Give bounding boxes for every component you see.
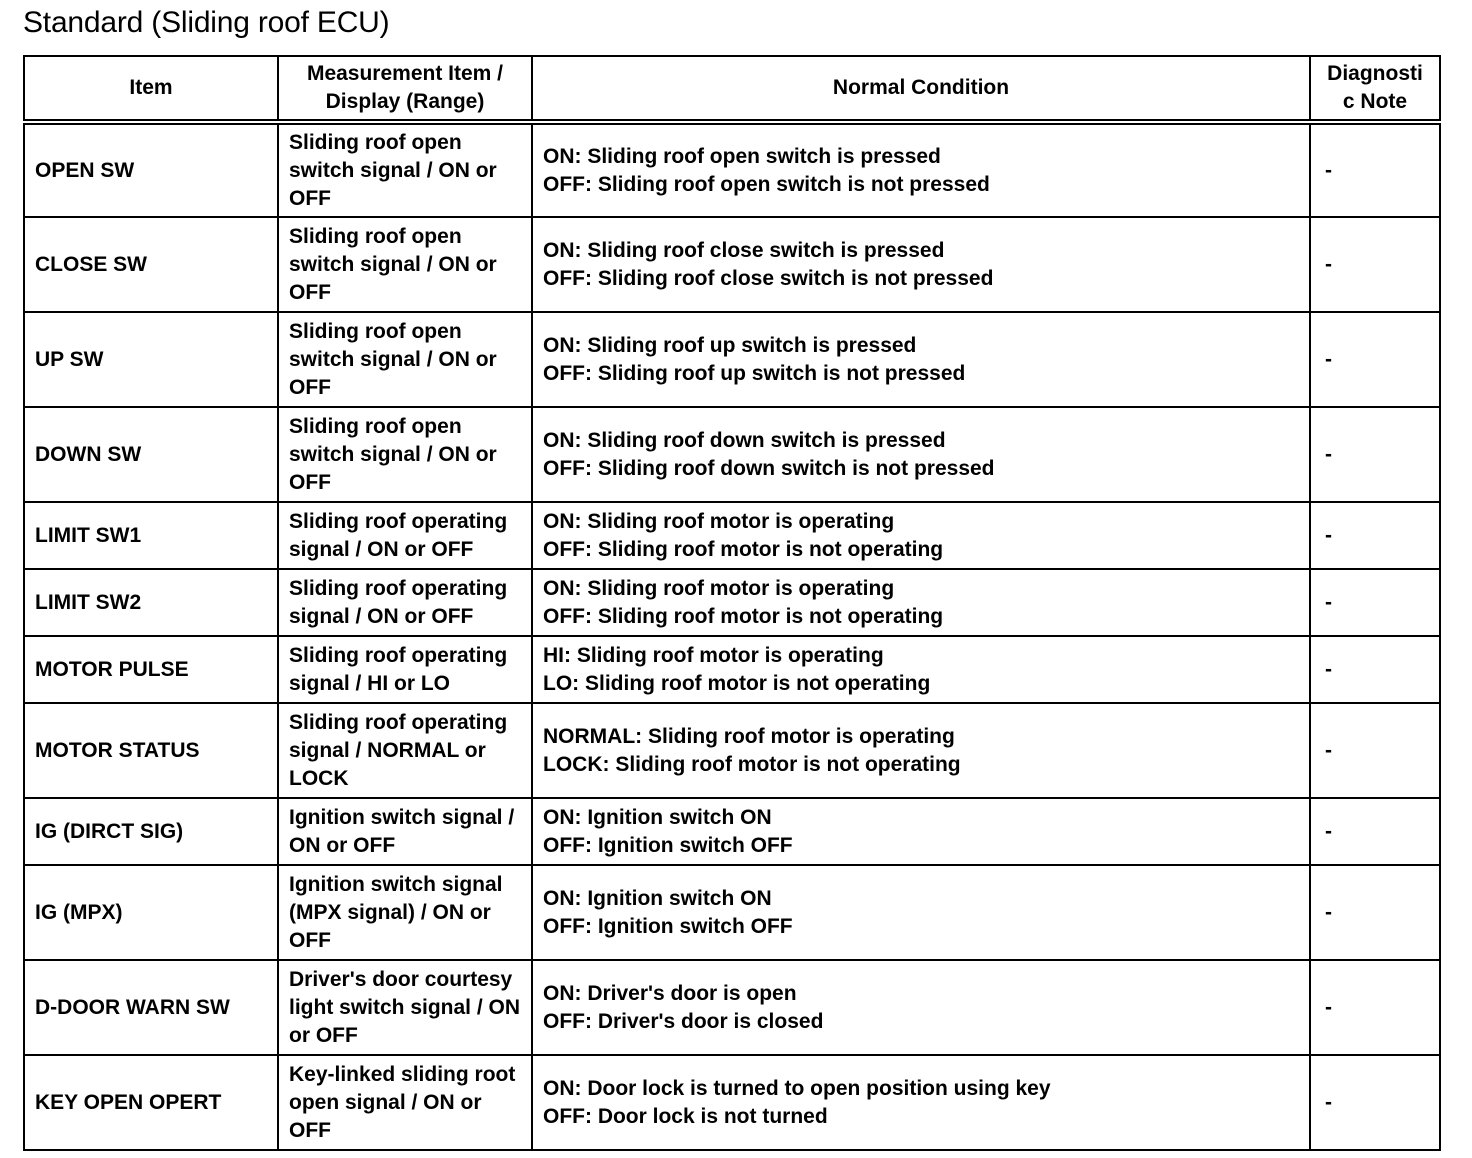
normal-condition-cell [532,217,1310,312]
normal-condition-on: ON: Driver's door is open [543,981,797,1005]
normal-condition-cell [532,960,1310,1055]
normal-condition-cell [532,636,1310,703]
normal-condition-cell [532,407,1310,502]
diagnostic-note-cell: - [1310,1055,1440,1150]
normal-condition-cell [532,798,1310,865]
item-cell: MOTOR PULSE [24,636,278,703]
diagnostic-note-cell: - [1310,865,1440,960]
normal-condition-off: LOCK: Sliding roof motor is not operating [543,752,961,776]
item-cell: CLOSE SW [24,217,278,312]
measurement-cell: Sliding roof operating signal / HI or LO [278,636,532,703]
normal-condition-on: ON: Door lock is turned to open position using key [543,1076,1051,1100]
diagnostic-note-cell: - [1310,312,1440,407]
measurement-cell: Sliding roof operating signal / NORMAL or LOCK [278,703,532,798]
header-diagnostic-line-2: c Note [1342,90,1408,113]
normal-condition-off: OFF: Sliding roof motor is not operating [543,604,944,628]
table-row [24,312,1440,407]
measurement-cell: Sliding roof open switch signal / ON or OFF [278,217,532,312]
normal-condition-cell [532,312,1310,407]
diagnostic-note-cell: - [1310,960,1440,1055]
item-cell: OPEN SW [24,122,278,217]
table-row [24,865,1440,960]
item-cell: IG (MPX) [24,865,278,960]
measurement-cell: Ignition switch signal / ON or OFF [278,798,532,865]
normal-condition-on: HI: Sliding roof motor is operating [543,643,884,667]
normal-condition-cell [532,1055,1310,1150]
normal-condition-on: NORMAL: Sliding roof motor is operating [543,724,955,748]
item-cell: DOWN SW [24,407,278,502]
normal-condition-off: OFF: Sliding roof up switch is not pressed [543,361,966,385]
table-row [24,960,1440,1055]
table-row [24,1055,1440,1150]
normal-condition-on: ON: Sliding roof motor is operating [543,576,895,600]
measurement-cell: Ignition switch signal (MPX signal) / ON or OFF [278,865,532,960]
table-row [24,407,1440,502]
diagnostic-note-cell: - [1310,636,1440,703]
measurement-cell: Key-linked sliding root open signal / ON or OFF [278,1055,532,1150]
header-normal-condition: Normal Condition [532,56,1310,122]
table-row [24,569,1440,636]
data-list-table [23,55,1441,1151]
normal-condition-on: ON: Sliding roof close switch is pressed [543,238,945,262]
diagnostic-note-cell: - [1310,502,1440,569]
normal-condition-off: OFF: Sliding roof open switch is not pressed [543,172,990,196]
item-cell: D-DOOR WARN SW [24,960,278,1055]
item-cell: LIMIT SW2 [24,569,278,636]
normal-condition-cell [532,502,1310,569]
table-row [24,502,1440,569]
diagnostic-note-cell: - [1310,569,1440,636]
measurement-cell: Sliding roof open switch signal / ON or OFF [278,407,532,502]
table-row [24,636,1440,703]
header-diagnostic-line-1: Diagnosti [1327,62,1423,85]
page-title: Standard (Sliding roof ECU) [23,6,390,39]
measurement-cell: Driver's door courtesy light switch signal / ON or OFF [278,960,532,1055]
normal-condition-off: LO: Sliding roof motor is not operating [543,671,931,695]
item-cell: MOTOR STATUS [24,703,278,798]
measurement-cell: Sliding roof open switch signal / ON or OFF [278,312,532,407]
diagnostic-note-cell: - [1310,407,1440,502]
normal-condition-off: OFF: Ignition switch OFF [543,914,793,938]
header-measurement-line-1: Measurement Item / [306,62,504,85]
normal-condition-cell [532,569,1310,636]
diagnostic-note-cell: - [1310,703,1440,798]
normal-condition-off: OFF: Ignition switch OFF [543,833,793,857]
diagnostic-note-cell: - [1310,122,1440,217]
normal-condition-off: OFF: Sliding roof close switch is not pressed [543,266,994,290]
table-row [24,217,1440,312]
item-cell: KEY OPEN OPERT [24,1055,278,1150]
normal-condition-cell [532,703,1310,798]
normal-condition-off: OFF: Sliding roof motor is not operating [543,537,944,561]
item-cell: UP SW [24,312,278,407]
item-cell: IG (DIRCT SIG) [24,798,278,865]
measurement-cell: Sliding roof operating signal / ON or OFF [278,502,532,569]
diagnostic-note-cell: - [1310,798,1440,865]
normal-condition-on: ON: Sliding roof open switch is pressed [543,144,941,168]
normal-condition-on: ON: Ignition switch ON [543,805,772,829]
header-measurement-line-2: Display (Range) [325,90,485,113]
header-measurement [278,56,532,122]
header-row [24,56,1440,122]
normal-condition-off: OFF: Sliding roof down switch is not pressed [543,456,995,480]
measurement-cell: Sliding roof open switch signal / ON or OFF [278,122,532,217]
normal-condition-on: ON: Sliding roof down switch is pressed [543,428,946,452]
normal-condition-off: OFF: Driver's door is closed [543,1009,824,1033]
normal-condition-on: ON: Ignition switch ON [543,886,772,910]
diagnostic-note-cell: - [1310,217,1440,312]
measurement-cell: Sliding roof operating signal / ON or OFF [278,569,532,636]
normal-condition-cell [532,865,1310,960]
normal-condition-cell [532,122,1310,217]
header-item: Item [24,56,278,122]
normal-condition-off: OFF: Door lock is not turned [543,1104,828,1128]
table-row [24,703,1440,798]
table-row [24,122,1440,217]
normal-condition-on: ON: Sliding roof motor is operating [543,509,895,533]
item-cell: LIMIT SW1 [24,502,278,569]
table-row [24,798,1440,865]
header-diagnostic-note [1310,56,1440,122]
normal-condition-on: ON: Sliding roof up switch is pressed [543,333,917,357]
